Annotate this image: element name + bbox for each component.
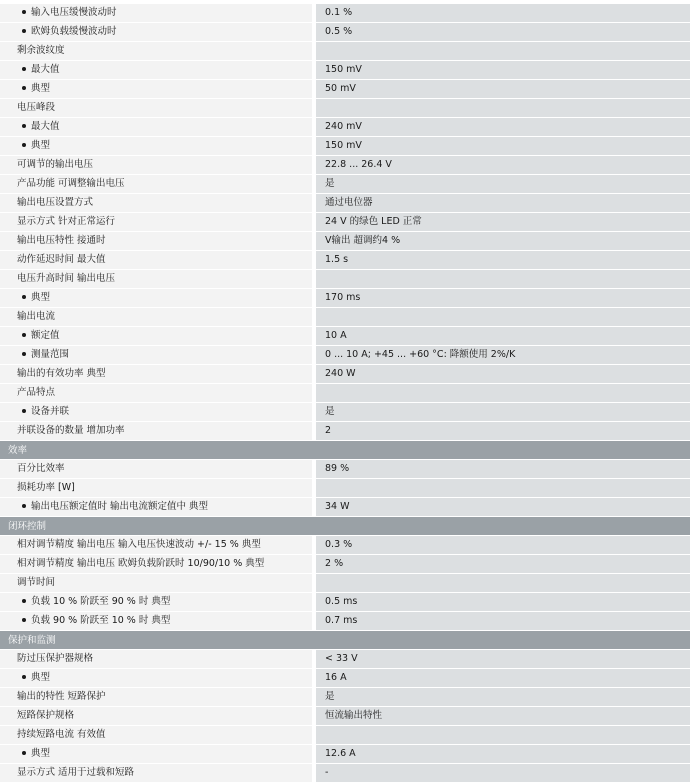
spec-label: 最大值 — [31, 121, 60, 132]
spec-label-cell — [0, 232, 312, 250]
spec-label: 输出电压额定值时 输出电流额定值中 典型 — [31, 501, 209, 512]
spec-value: - — [316, 764, 690, 782]
spec-value: 1.5 s — [316, 251, 690, 269]
spec-label-cell — [0, 555, 312, 573]
spec-label: 可调节的输出电压 — [17, 159, 94, 170]
spec-label-cell — [0, 745, 312, 763]
spec-label-cell — [0, 327, 312, 345]
spec-value: < 33 V — [316, 650, 690, 668]
spec-label-cell — [0, 194, 312, 212]
spec-label: 欧姆负载缓慢波动时 — [31, 26, 117, 37]
spec-label: 典型 — [31, 672, 51, 683]
spec-label: 典型 — [31, 748, 51, 759]
spec-label-cell — [0, 726, 312, 744]
spec-value — [316, 42, 690, 60]
spec-row — [0, 650, 690, 669]
bullet-icon — [22, 295, 26, 299]
spec-subrow — [0, 23, 690, 42]
spec-row — [0, 42, 690, 61]
spec-label-cell — [0, 707, 312, 725]
spec-label: 损耗功率 [W] — [17, 482, 75, 493]
spec-label: 动作延迟时间 最大值 — [17, 254, 106, 265]
spec-label: 百分比效率 — [17, 463, 65, 474]
spec-label-cell — [0, 593, 312, 611]
bullet-icon — [22, 86, 26, 90]
spec-value: 16 A — [316, 669, 690, 687]
spec-value: 22.8 ... 26.4 V — [316, 156, 690, 174]
spec-label-cell — [0, 669, 312, 687]
spec-value: V输出 超调约4 % — [316, 232, 690, 250]
spec-label-cell — [0, 23, 312, 41]
spec-value: 0.5 ms — [316, 593, 690, 611]
spec-value: 是 — [316, 175, 690, 193]
spec-value: 34 W — [316, 498, 690, 516]
spec-label: 相对调节精度 输出电压 欧姆负载阶跃时 10/90/10 % 典型 — [17, 558, 265, 569]
spec-label: 典型 — [31, 292, 51, 303]
bullet-icon — [22, 599, 26, 603]
spec-subrow — [0, 118, 690, 137]
spec-value: 通过电位器 — [316, 194, 690, 212]
spec-row — [0, 764, 690, 783]
spec-label-cell — [0, 612, 312, 630]
spec-value — [316, 479, 690, 497]
bullet-icon — [22, 618, 26, 622]
bullet-icon — [22, 124, 26, 128]
spec-value: 是 — [316, 688, 690, 706]
spec-row — [0, 384, 690, 403]
spec-value: 50 mV — [316, 80, 690, 98]
spec-value: 0.7 ms — [316, 612, 690, 630]
spec-row — [0, 365, 690, 384]
spec-row — [0, 232, 690, 251]
spec-subrow — [0, 669, 690, 688]
spec-row — [0, 422, 690, 441]
spec-value: 0 ... 10 A; +45 ... +60 °C: 降额使用 2%/K — [316, 346, 690, 364]
bullet-icon — [22, 143, 26, 147]
spec-row — [0, 726, 690, 745]
spec-label-cell — [0, 384, 312, 402]
spec-value: 2 — [316, 422, 690, 440]
spec-subrow — [0, 61, 690, 80]
spec-label-cell — [0, 4, 312, 22]
bullet-icon — [22, 29, 26, 33]
section-header — [0, 631, 690, 650]
spec-subrow — [0, 289, 690, 308]
spec-value — [316, 99, 690, 117]
spec-subrow — [0, 612, 690, 631]
spec-label: 输出的有效功率 典型 — [17, 368, 106, 379]
spec-label: 输出的特性 短路保护 — [17, 691, 106, 702]
spec-row — [0, 308, 690, 327]
spec-label: 剩余波纹度 — [17, 45, 65, 56]
spec-row — [0, 536, 690, 555]
spec-label-cell — [0, 61, 312, 79]
spec-value: 150 mV — [316, 61, 690, 79]
spec-value — [316, 308, 690, 326]
spec-label: 产品特点 — [17, 387, 56, 398]
spec-label: 防过压保护器规格 — [17, 653, 94, 664]
spec-label-cell — [0, 137, 312, 155]
spec-row — [0, 270, 690, 289]
spec-subrow — [0, 498, 690, 517]
spec-subrow — [0, 346, 690, 365]
spec-subrow — [0, 80, 690, 99]
spec-label: 电压升高时间 输出电压 — [17, 273, 116, 284]
spec-label: 相对调节精度 输出电压 输入电压快速波动 +/- 15 % 典型 — [17, 539, 261, 550]
spec-value — [316, 384, 690, 402]
spec-row — [0, 479, 690, 498]
spec-row — [0, 460, 690, 479]
spec-row — [0, 194, 690, 213]
spec-value: 170 ms — [316, 289, 690, 307]
spec-value: 12.6 A — [316, 745, 690, 763]
spec-label-cell — [0, 460, 312, 478]
bullet-icon — [22, 751, 26, 755]
bullet-icon — [22, 409, 26, 413]
spec-label: 最大值 — [31, 64, 60, 75]
spec-row — [0, 99, 690, 118]
spec-subrow — [0, 137, 690, 156]
spec-label-cell — [0, 156, 312, 174]
spec-label: 输出电流 — [17, 311, 56, 322]
spec-label: 典型 — [31, 140, 51, 151]
bullet-icon — [22, 67, 26, 71]
spec-subrow — [0, 327, 690, 346]
bullet-icon — [22, 333, 26, 337]
spec-label: 显示方式 适用于过载和短路 — [17, 767, 135, 778]
spec-label-cell — [0, 42, 312, 60]
section-title: 保护和监测 — [8, 635, 56, 646]
spec-label-cell — [0, 175, 312, 193]
bullet-icon — [22, 10, 26, 14]
spec-label-cell — [0, 213, 312, 231]
spec-label: 持续短路电流 有效值 — [17, 729, 106, 740]
spec-label: 测量范围 — [31, 349, 70, 360]
spec-row — [0, 175, 690, 194]
bullet-icon — [22, 352, 26, 356]
spec-label: 产品功能 可调整输出电压 — [17, 178, 125, 189]
spec-row — [0, 555, 690, 574]
spec-label: 并联设备的数量 增加功率 — [17, 425, 125, 436]
spec-label-cell — [0, 764, 312, 782]
spec-label-cell — [0, 498, 312, 516]
spec-label: 调节时间 — [17, 577, 56, 588]
spec-row — [0, 574, 690, 593]
spec-label-cell — [0, 118, 312, 136]
spec-label: 显示方式 针对正常运行 — [17, 216, 116, 227]
spec-value: 是 — [316, 403, 690, 421]
spec-value: 240 W — [316, 365, 690, 383]
spec-label: 输入电压缓慢波动时 — [31, 7, 117, 18]
spec-value: 0.3 % — [316, 536, 690, 554]
spec-label-cell — [0, 403, 312, 421]
spec-subrow — [0, 403, 690, 422]
spec-value: 10 A — [316, 327, 690, 345]
spec-value — [316, 270, 690, 288]
spec-label-cell — [0, 650, 312, 668]
spec-value: 24 V 的绿色 LED 正常 — [316, 213, 690, 231]
spec-label-cell — [0, 536, 312, 554]
spec-label-cell — [0, 80, 312, 98]
spec-label-cell — [0, 99, 312, 117]
section-title: 效率 — [8, 445, 28, 456]
spec-value: 89 % — [316, 460, 690, 478]
spec-label: 额定值 — [31, 330, 60, 341]
spec-label-cell — [0, 251, 312, 269]
spec-value: 0.1 % — [316, 4, 690, 22]
section-title: 闭环控制 — [8, 521, 47, 532]
spec-label: 典型 — [31, 83, 51, 94]
spec-label-cell — [0, 688, 312, 706]
spec-label-cell — [0, 346, 312, 364]
spec-label-cell — [0, 479, 312, 497]
spec-row — [0, 688, 690, 707]
bullet-icon — [22, 504, 26, 508]
spec-subrow — [0, 4, 690, 23]
spec-label-cell — [0, 422, 312, 440]
spec-label-cell — [0, 574, 312, 592]
spec-value: 2 % — [316, 555, 690, 573]
spec-row — [0, 707, 690, 726]
spec-value — [316, 726, 690, 744]
spec-value: 150 mV — [316, 137, 690, 155]
spec-label: 负载 10 % 阶跃至 90 % 时 典型 — [31, 596, 171, 607]
spec-row — [0, 213, 690, 232]
section-header — [0, 517, 690, 536]
spec-subrow — [0, 745, 690, 764]
spec-label: 设备并联 — [31, 406, 70, 417]
spec-label: 短路保护规格 — [17, 710, 75, 721]
section-header — [0, 441, 690, 460]
spec-row — [0, 156, 690, 175]
spec-subrow — [0, 593, 690, 612]
spec-label: 输出电压设置方式 — [17, 197, 94, 208]
spec-label: 负载 90 % 阶跃至 10 % 时 典型 — [31, 615, 171, 626]
spec-label: 电压峰段 — [17, 102, 56, 113]
spec-value: 恒流输出特性 — [316, 707, 690, 725]
spec-label-cell — [0, 289, 312, 307]
spec-label-cell — [0, 270, 312, 288]
spec-value — [316, 574, 690, 592]
spec-label: 输出电压特性 接通时 — [17, 235, 106, 246]
bullet-icon — [22, 675, 26, 679]
spec-value: 240 mV — [316, 118, 690, 136]
spec-label-cell — [0, 365, 312, 383]
spec-label-cell — [0, 308, 312, 326]
spec-value: 0.5 % — [316, 23, 690, 41]
spec-row — [0, 251, 690, 270]
